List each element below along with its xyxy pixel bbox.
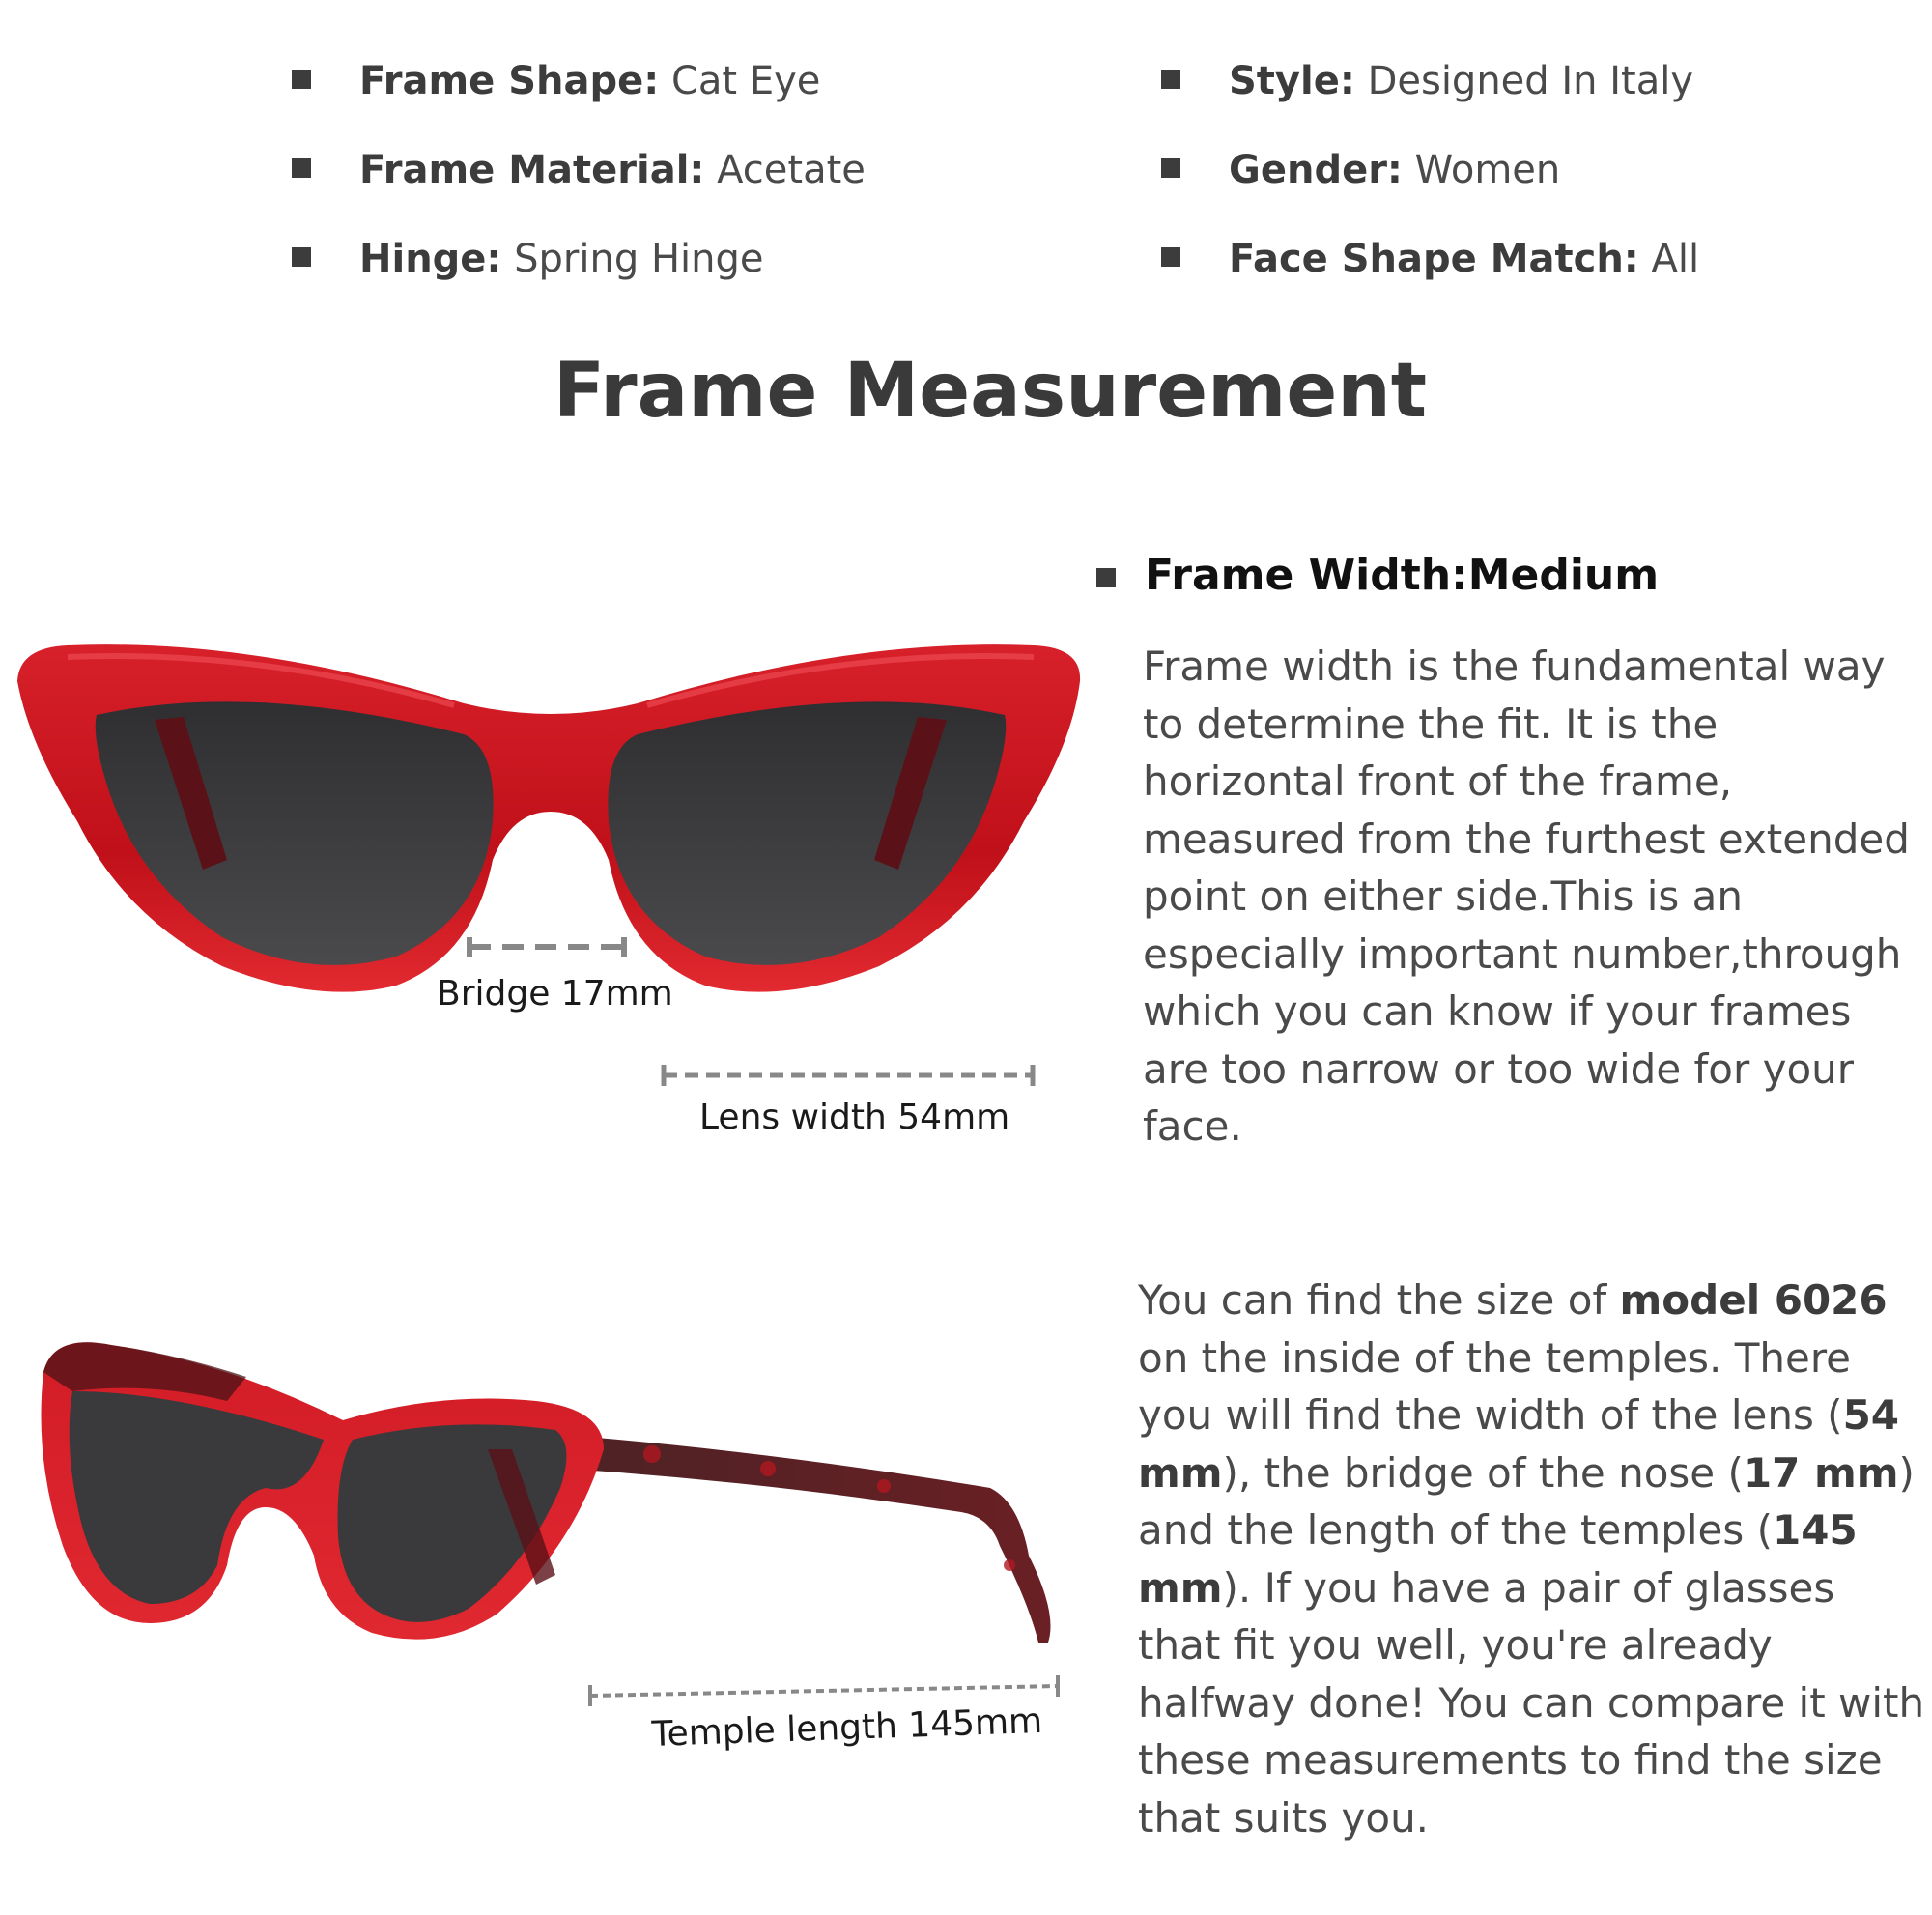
spec-value: Cat Eye bbox=[670, 59, 821, 103]
bullet-icon bbox=[292, 70, 311, 89]
size-info-text: You can find the size of bbox=[1138, 1276, 1620, 1324]
spec-face-shape-match bbox=[1229, 236, 1699, 282]
model-number: model 6026 bbox=[1619, 1276, 1888, 1324]
bullet-icon bbox=[1161, 70, 1180, 89]
bullet-icon bbox=[292, 247, 311, 267]
bullet-icon bbox=[292, 158, 311, 178]
spec-key: Gender: bbox=[1229, 148, 1403, 192]
temple-size-value: 145 mm bbox=[1138, 1506, 1858, 1612]
lens-size-value: 54 mm bbox=[1138, 1391, 1900, 1497]
bullet-icon bbox=[1096, 568, 1116, 587]
frame-width-heading-text: Frame Width:Medium bbox=[1145, 551, 1660, 600]
spec-value: Designed In Italy bbox=[1367, 59, 1694, 103]
spec-hinge bbox=[359, 236, 763, 282]
spec-key: Frame Shape: bbox=[359, 59, 660, 103]
spec-gender bbox=[1229, 147, 1560, 193]
lens-width-label: Lens width 54mm bbox=[699, 1098, 1010, 1137]
spec-value: Spring Hinge bbox=[514, 237, 764, 281]
size-info-paragraph bbox=[1138, 1272, 1928, 1846]
bullet-icon bbox=[1161, 158, 1180, 178]
bridge-measure-line bbox=[466, 935, 628, 958]
spec-key: Face Shape Match: bbox=[1229, 237, 1639, 281]
frame-width-paragraph: Frame width is the fundamental way to determine the fit. It is the horizontal front of the frame, measured from the furthest extended point on either side.This is an especially important number,through which you can know if your frames are too narrow or too wide for your face. bbox=[1143, 643, 1910, 1150]
spec-key: Style: bbox=[1229, 59, 1355, 103]
spec-frame-material bbox=[359, 147, 866, 193]
bullet-icon bbox=[1161, 247, 1180, 267]
size-info-text: on the inside of the temples. There you will find the width of the lens ( bbox=[1138, 1333, 1852, 1439]
spec-style bbox=[1229, 58, 1693, 104]
side-view-glasses-image bbox=[34, 1333, 1077, 1652]
page-title: Frame Measurement bbox=[553, 348, 1428, 435]
size-info-text: ) and the length of the temples ( bbox=[1138, 1448, 1915, 1554]
spec-value: Acetate bbox=[717, 148, 866, 192]
spec-frame-shape bbox=[359, 58, 820, 104]
size-info-text: ), the bridge of the nose ( bbox=[1222, 1448, 1744, 1497]
spec-key: Frame Material: bbox=[359, 148, 705, 192]
lens-measure-line bbox=[661, 1063, 1036, 1088]
bridge-size-value: 17 mm bbox=[1743, 1448, 1899, 1497]
bridge-label: Bridge 17mm bbox=[437, 974, 673, 1014]
spec-value: Women bbox=[1414, 148, 1561, 192]
temple-length-label: Temple length 145mm bbox=[651, 1701, 1043, 1755]
spec-key: Hinge: bbox=[359, 237, 502, 281]
size-info-text: ). If you have a pair of glasses that fit you well, you're already halfway done! You can compare it with these measurements to find the size that suits you. bbox=[1138, 1563, 1925, 1842]
frame-width-heading bbox=[1145, 551, 1659, 600]
spec-value: All bbox=[1651, 237, 1700, 281]
